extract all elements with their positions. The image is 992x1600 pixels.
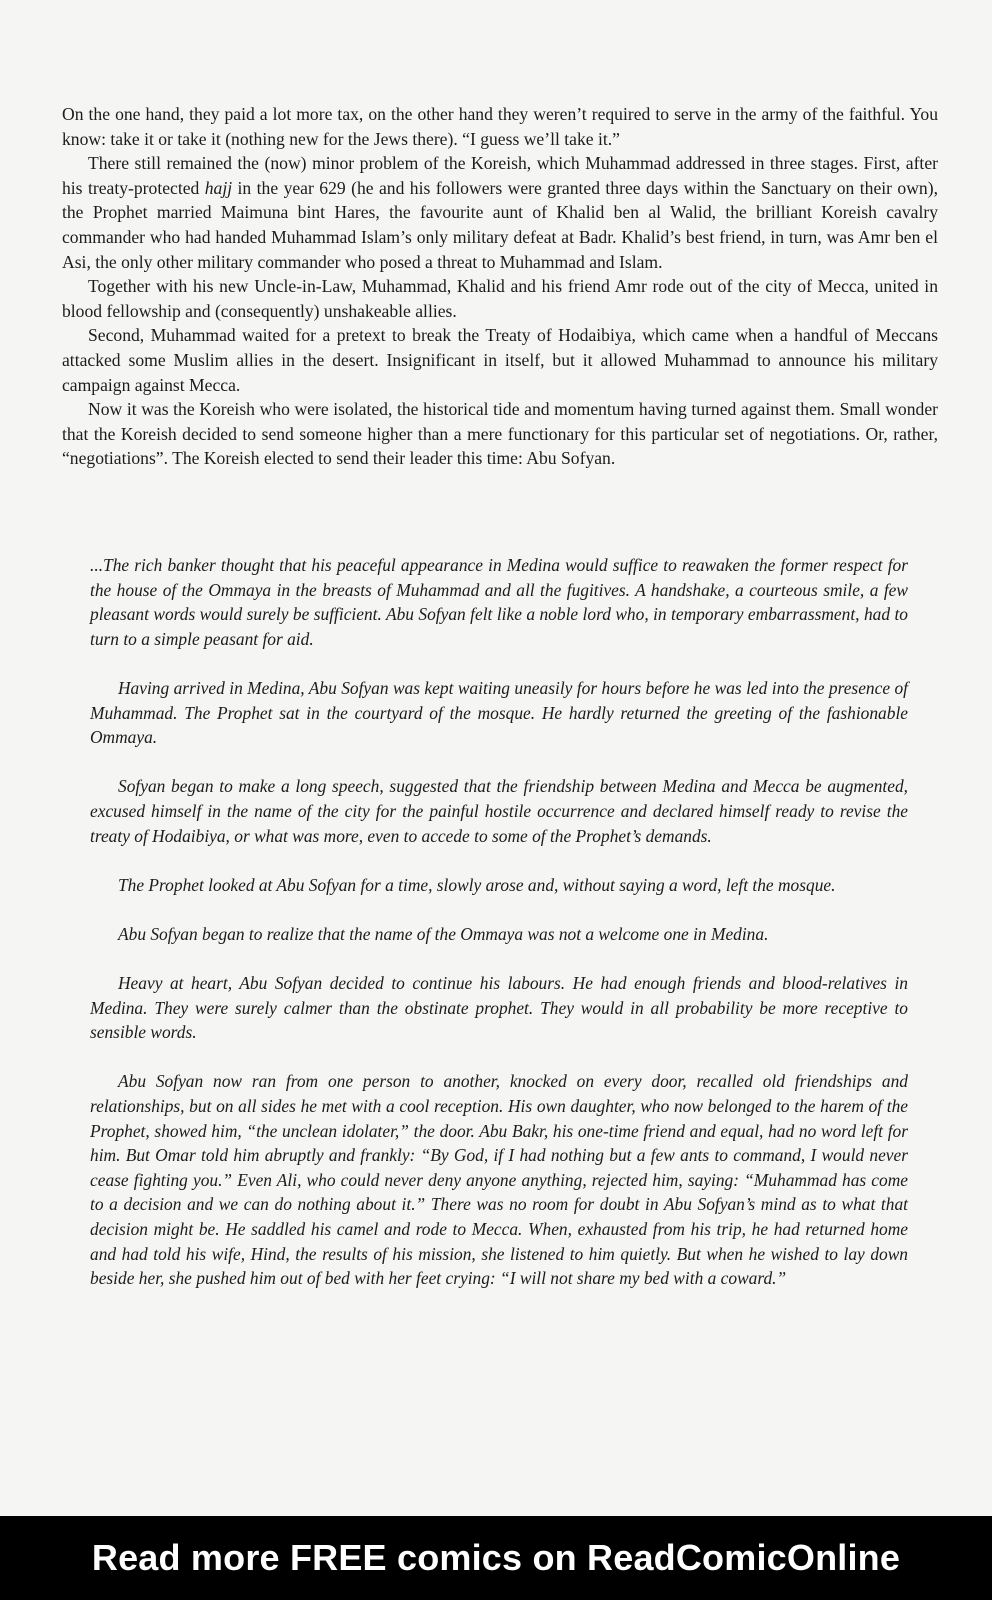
quote-paragraph: Abu Sofyan began to realize that the name of the Ommaya was not a welcome one in Medina. xyxy=(118,923,769,944)
quote-paragraph: Sofyan began to make a long speech, suggested that the friendship between Medina and Mecca be augmented, excused himself in the name of the city for the painful hostile occurrence and declared himself ready to revise the treaty of Hodaibiya, or what was more, even to accede to some of the Prophet’s demands. xyxy=(90,776,908,846)
paragraph: On the one hand, they paid a lot more tax, on the other hand they weren’t required to serve in the army of the faithful. You know: take it or take it (nothing new for the Jews there). “I guess we’ll take it.” xyxy=(62,104,938,149)
narrative-text xyxy=(62,102,938,471)
paragraph: Now it was the Koreish who were isolated, the historical tide and momentum having turned against them. Small wonder that the Koreish decided to send someone higher than a mere functionary for this particular set of negotiations. Or, rather, “negotiations”. The Koreish elected to send their leader this time: Abu Sofyan. xyxy=(62,399,938,469)
quote-paragraph: ...The rich banker thought that his peaceful appearance in Medina would suffice to reawaken the former respect for the house of the Ommaya in the breasts of Muhammad and all the fugitives. A handshake, a courteous smile, a few pleasant words would surely be sufficient. Abu Sofyan felt like a noble lord who, in temporary embarrassment, had to turn to a simple peasant for aid. xyxy=(90,555,908,649)
promo-banner[interactable]: Read more FREE comics on ReadComicOnline xyxy=(0,1516,992,1600)
paragraph: Second, Muhammad waited for a pretext to break the Treaty of Hodaibiya, which came when a handful of Meccans attacked some Muslim allies in the desert. Insignificant in itself, but it allowed Muhammad to announce his military campaign against Mecca. xyxy=(62,325,938,395)
paragraph: There still remained the (now) minor problem of the Koreish, which Muhammad addressed in three stages. First, after his treaty-protected hajj in the year 629 (he and his followers were granted three days within the Sanctuary on their own), the Prophet married Maimuna bint Hares, the favourite aunt of Khalid ben al Walid, the brilliant Koreish cavalry commander who had handed Muhammad Islam’s only military defeat at Badr. Khalid’s best friend, in turn, was Amr ben el Asi, the only other military commander who posed a threat to Muhammad and Islam. xyxy=(62,153,938,272)
paragraph: Together with his new Uncle-in-Law, Muhammad, Khalid and his friend Amr rode out of the city of Mecca, united in blood fellowship and (consequently) unshakeable allies. xyxy=(62,276,938,321)
quote-paragraph: Abu Sofyan now ran from one person to another, knocked on every door, recalled old friendships and relationships, but on all sides he met with a cool reception. His own daughter, who now belonged to the harem of the Prophet, showed him, “the unclean idolater,” the door. Abu Bakr, his one-time friend and equal, had no word left for him. But Omar told him abruptly and frankly: “By God, if I had nothing but a few ants to command, I would never cease fighting you.” Even Ali, who could never deny anyone anything, rejected him, saying: “Muhammad has come to a decision and we can do nothing about it.” There was no room for doubt in Abu Sofyan’s mind as to what that decision might be. He saddled his camel and rode to Mecca. When, exhausted from his trip, he had returned home and had told his wife, Hind, the results of his mission, she listened to him quietly. But when he wished to lay down beside her, she pushed him out of bed with her feet crying: “I will not share my bed with a coward.” xyxy=(90,1071,908,1289)
quote-paragraph: The Prophet looked at Abu Sofyan for a time, slowly arose and, without saying a word, left the mosque. xyxy=(118,874,836,895)
quote-paragraph: Having arrived in Medina, Abu Sofyan was kept waiting uneasily for hours before he was led into the presence of Muhammad. The Prophet sat in the courtyard of the mosque. He hardly returned the greeting of the fashionable Ommaya. xyxy=(90,677,908,748)
quote-paragraph: Heavy at heart, Abu Sofyan decided to continue his labours. He had enough friends and blood-relatives in Medina. They were surely calmer than the obstinate prophet. They would in all probability be more receptive to sensible words. xyxy=(90,973,908,1043)
block-quote xyxy=(90,553,908,1315)
